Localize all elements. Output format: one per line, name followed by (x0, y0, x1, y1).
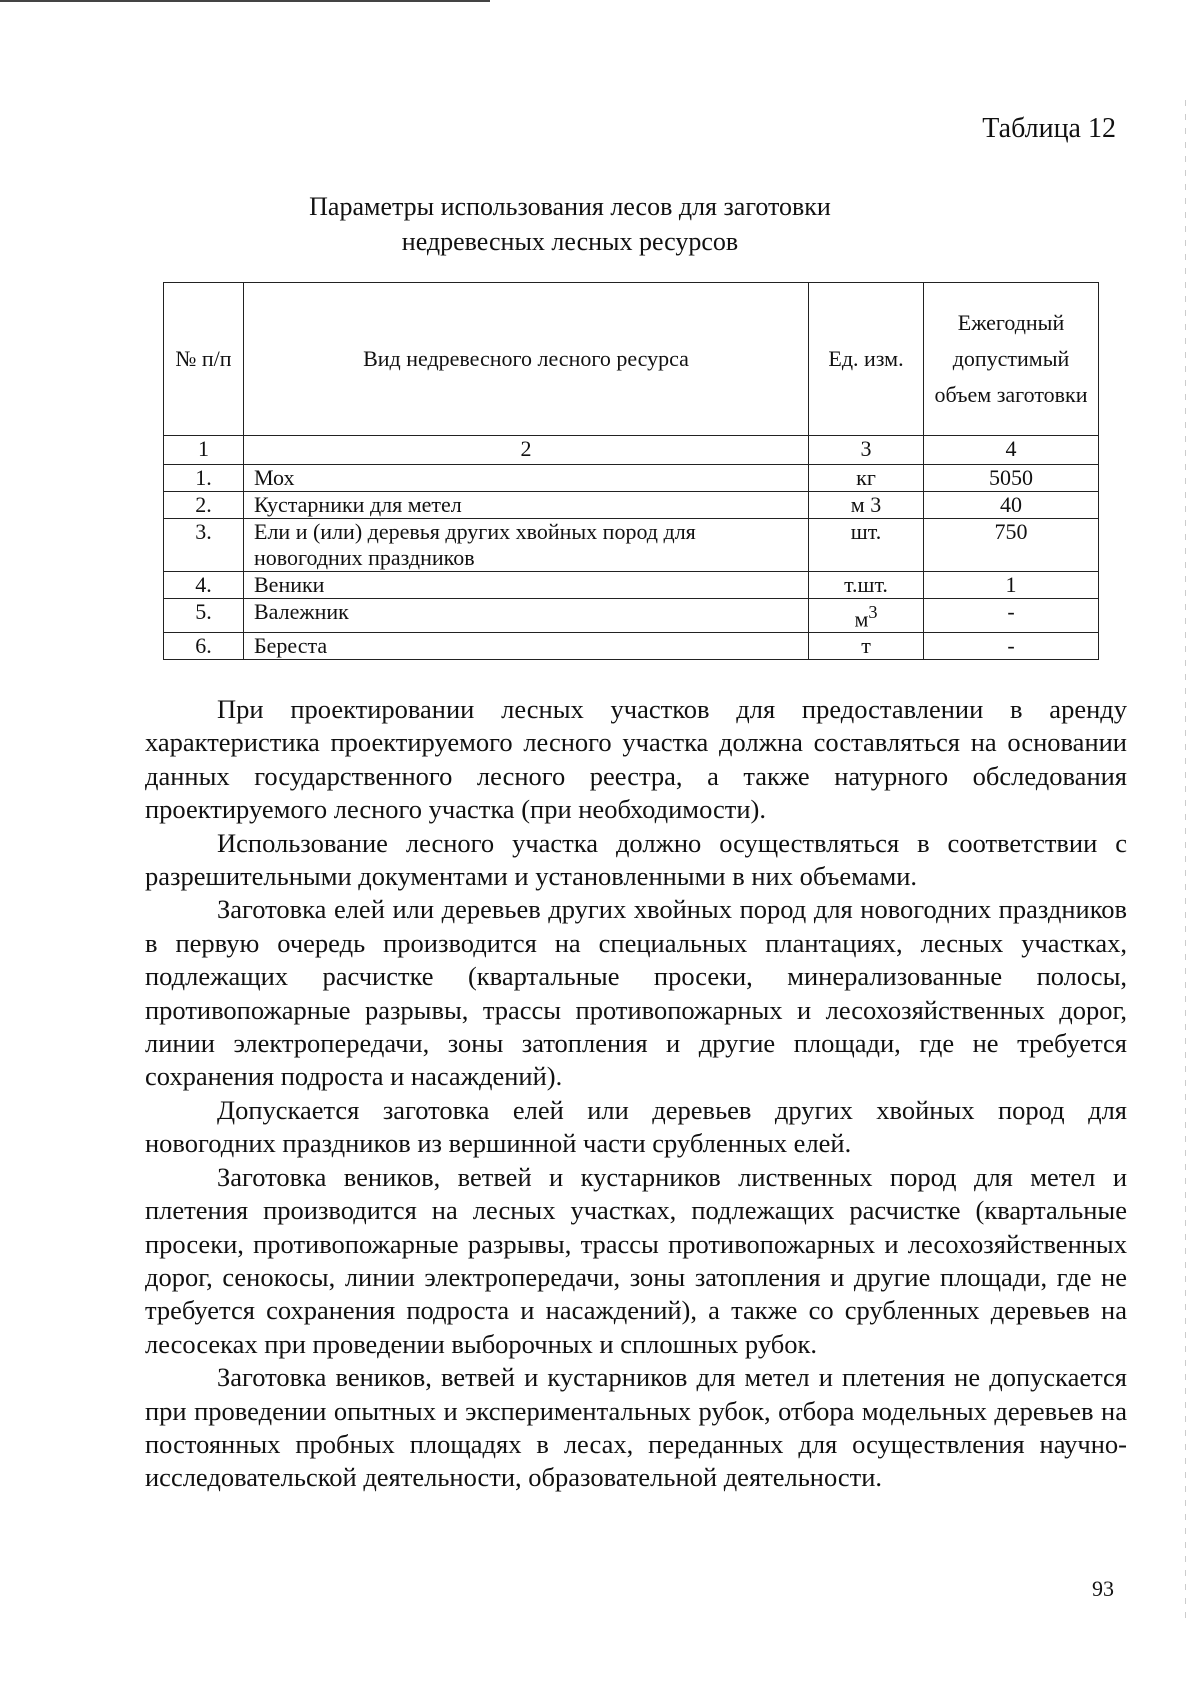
row-num: 1. (164, 465, 244, 492)
row-type: Кустарники для метел (244, 492, 809, 519)
row-unit: м (854, 606, 869, 632)
row-unit: т (809, 633, 924, 660)
header-type: Вид недревесного лесного ресурса (244, 283, 809, 436)
row-unit-with-superscript (809, 599, 924, 633)
table-row (164, 599, 1099, 633)
header-volume: Ежегодный допустимый объем заготовки (924, 283, 1099, 436)
paragraph: При проектировании лесных участков для предоставлении в аренду характеристика проектируемого лесного участка должна составляться на основании данных государственного лесного реестра, а также натурного обследования проектируемого лесного участка (при необходимости). (145, 694, 1127, 825)
column-number: 2 (244, 436, 809, 465)
table-row (164, 519, 1099, 572)
resource-table (163, 282, 1099, 660)
table-row (164, 572, 1099, 599)
paragraph: Заготовка елей или деревьев других хвойных пород для новогодних праздников в первую очередь производится на специальных плантациях, лесных участках, подлежащих расчистке (квартальные просеки, минерализованные полосы, противопожарные разрывы, трассы противопожарных и лесохозяйственных дорог, линии электропередачи, зоны затопления и другие площади, где не требуется сохранения подроста и насаждений). (145, 894, 1127, 1092)
row-unit: м 3 (809, 492, 924, 519)
row-type: Веники (244, 572, 809, 599)
row-type: Валежник (244, 599, 809, 633)
table-title-line-2: недревесных лесных ресурсов (401, 227, 739, 256)
column-number: 4 (924, 436, 1099, 465)
paragraph: Допускается заготовка елей или деревьев других хвойных пород для новогодних праздников из вершинной части срубленных елей. (145, 1094, 1127, 1159)
table-row (164, 633, 1099, 660)
row-volume: - (924, 599, 1099, 633)
top-rule (0, 0, 490, 2)
row-num: 4. (164, 572, 244, 599)
row-volume: - (924, 633, 1099, 660)
row-type: Мох (244, 465, 809, 492)
row-volume: 1 (924, 572, 1099, 599)
row-num: 6. (164, 633, 244, 660)
table-header-row (164, 283, 1099, 436)
paragraph: Заготовка веников, ветвей и кустарников лиственных пород для метел и плетения производится на лесных участках, подлежащих расчистке (квартальные просеки, противопожарные разрывы, трассы противопожарных и лесохозяйственных дорог, сенокосы, линии электропередачи, зоны затопления и другие площади, где не требуется сохранения подроста и насаждений), а также со срубленных деревьев на лесосеках при проведении выборочных и сплошных рубок. (145, 1161, 1127, 1359)
column-number-row (164, 436, 1099, 465)
row-type: Ели и (или) деревья других хвойных пород для новогодних праздников (244, 519, 809, 572)
table-title-line-1: Параметры использования лесов для заготовки (309, 192, 831, 221)
row-volume: 40 (924, 492, 1099, 519)
row-num: 5. (164, 599, 244, 633)
paragraph: Заготовка веников, ветвей и кустарников для метел и плетения не допускается при проведении опытных и экспериментальных рубок, отбора модельных деревьев на постоянных пробных площадях в лесах, переданных для осуществления научно-исследовательской деятельности, образовательной деятельности. (145, 1362, 1127, 1493)
row-unit: т.шт. (809, 572, 924, 599)
header-num: № п/п (164, 283, 244, 436)
row-num: 2. (164, 492, 244, 519)
scan-edge (1185, 100, 1186, 1620)
row-volume: 5050 (924, 465, 1099, 492)
row-num: 3. (164, 519, 244, 572)
table-title (200, 189, 940, 259)
page-number: 93 (1092, 1576, 1114, 1601)
paragraph: Использование лесного участка должно осуществляться в соответствии с разрешительными документами и установленными в них объемами. (145, 827, 1127, 892)
body-text (145, 693, 1127, 1495)
column-number: 3 (809, 436, 924, 465)
row-unit: кг (809, 465, 924, 492)
row-type: Береста (244, 633, 809, 660)
table-row (164, 492, 1099, 519)
header-unit: Ед. изм. (809, 283, 924, 436)
table-number: Таблица 12 (982, 113, 1116, 144)
row-unit: шт. (809, 519, 924, 572)
column-number: 1 (164, 436, 244, 465)
row-volume: 750 (924, 519, 1099, 572)
table-row (164, 465, 1099, 492)
row-unit-superscript: 3 (868, 602, 878, 622)
